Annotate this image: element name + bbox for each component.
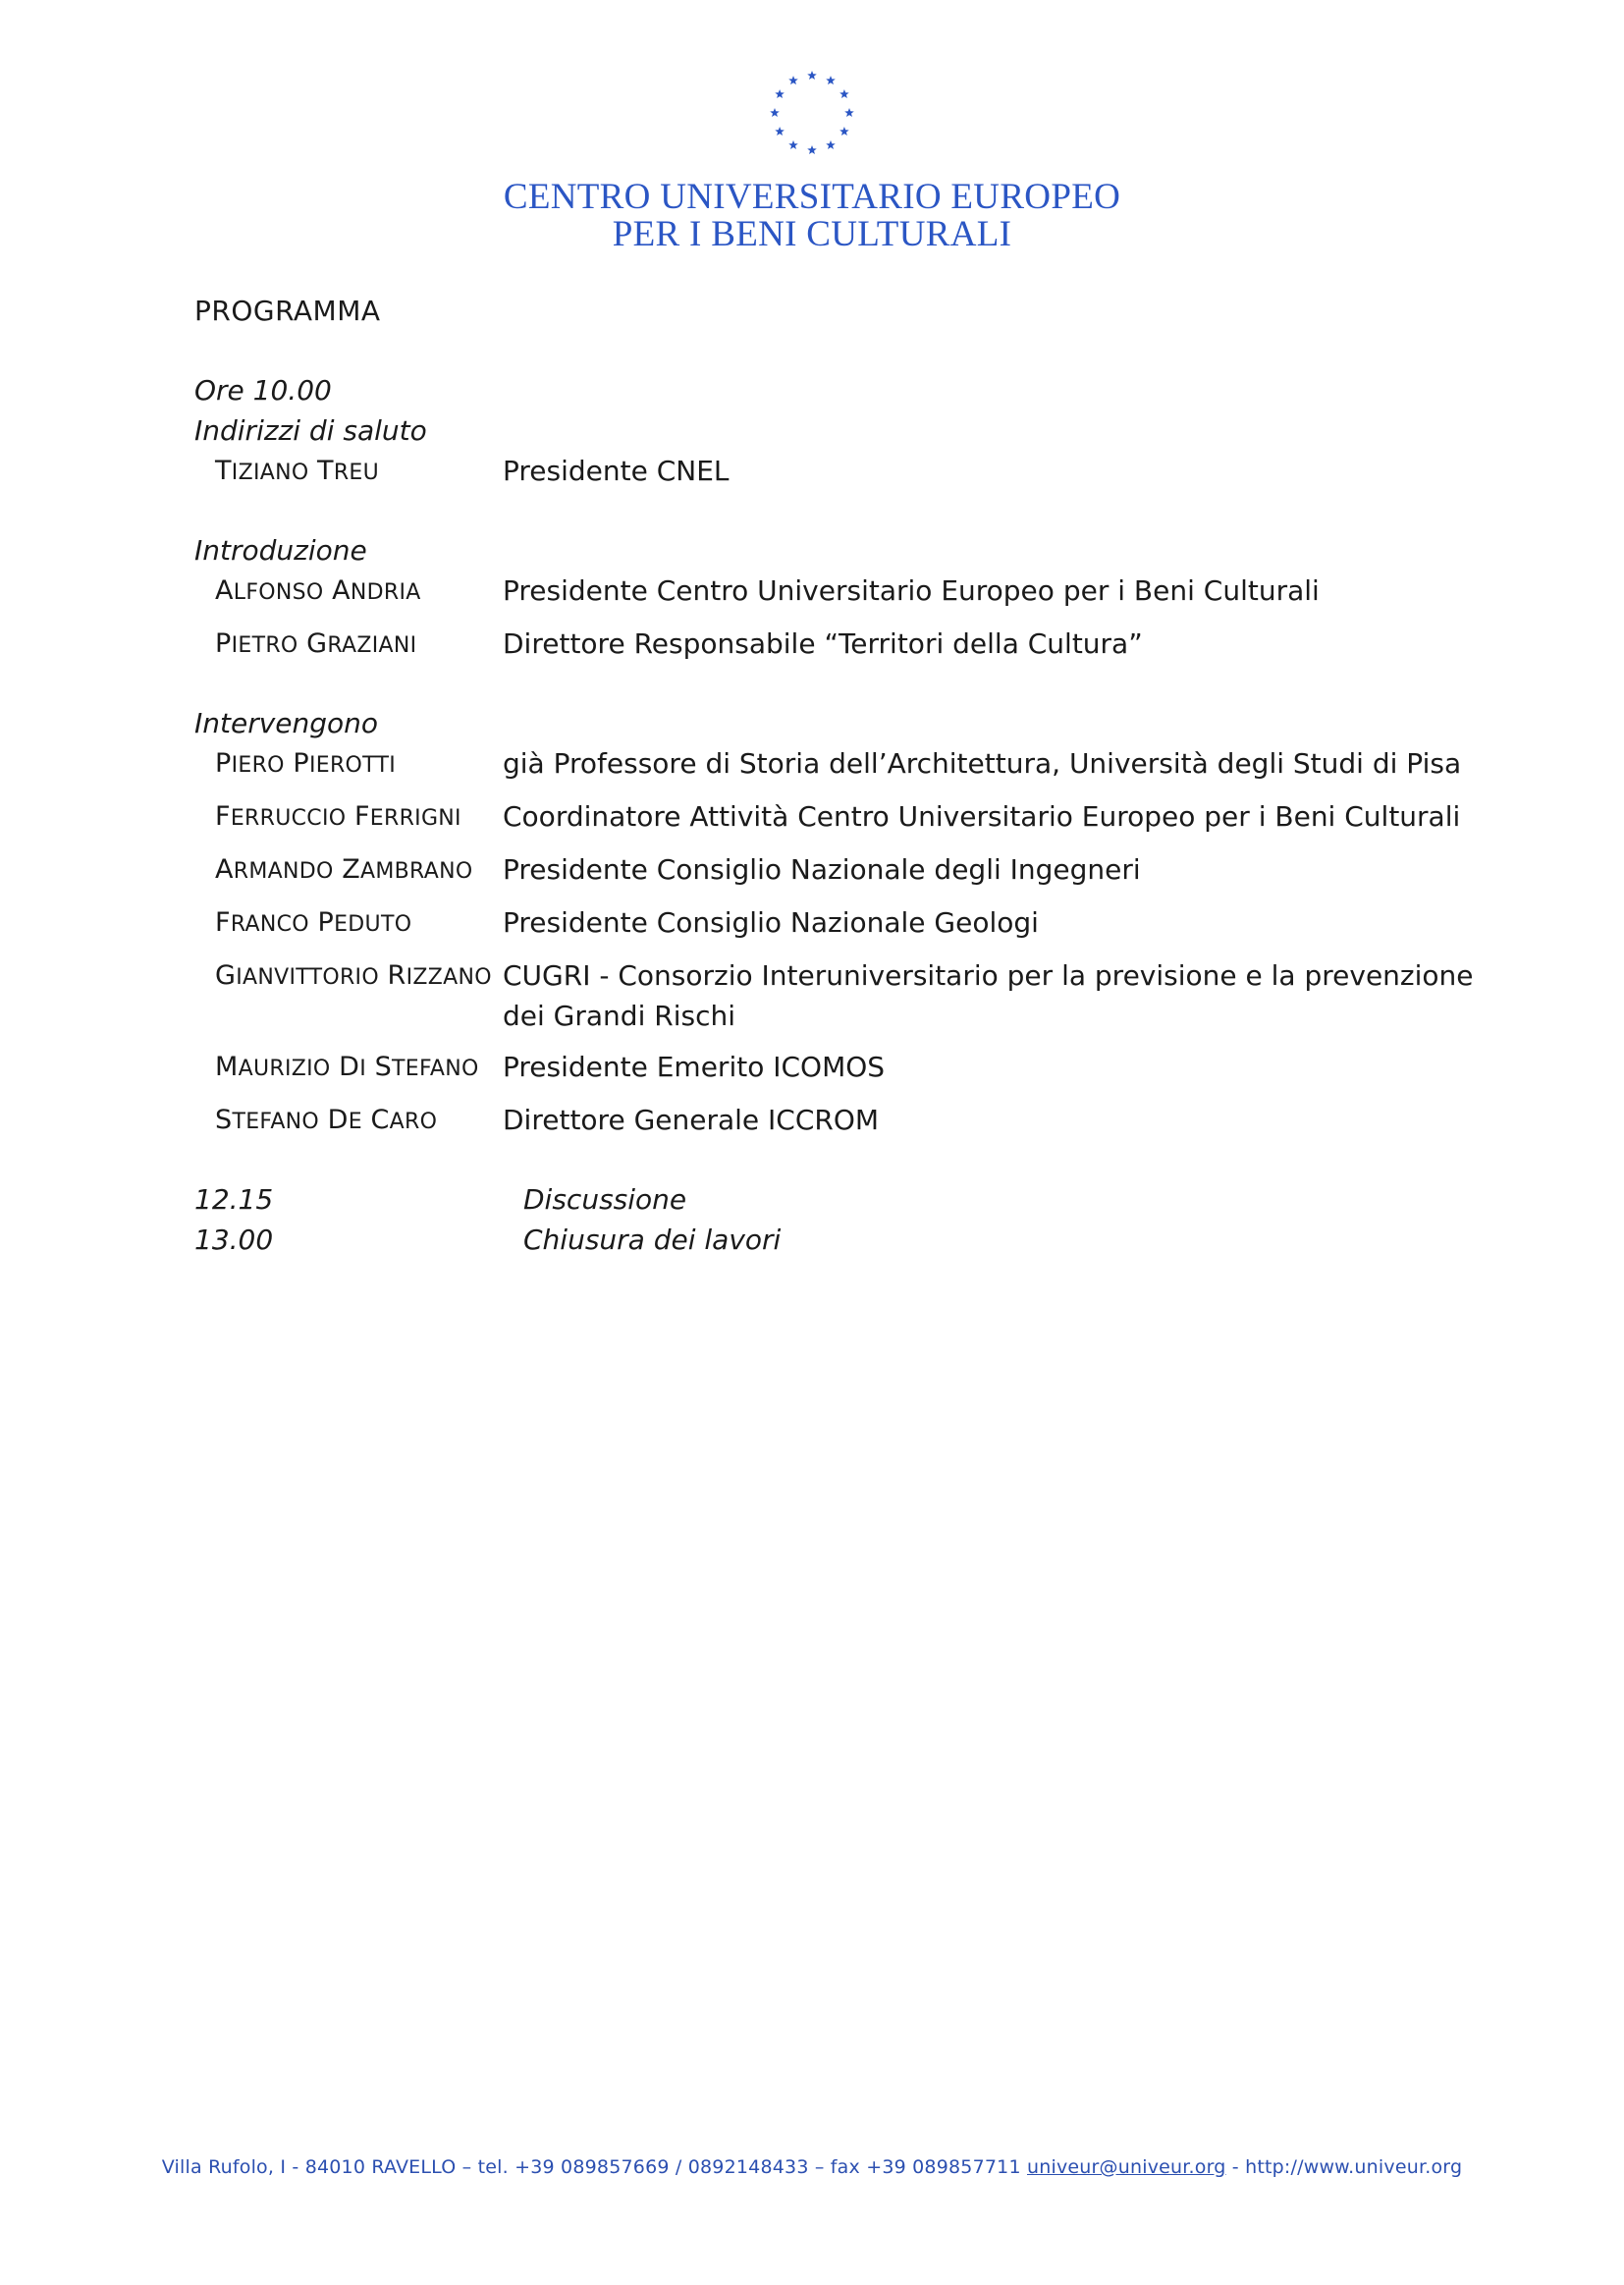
website-text[interactable]: http://www.univeur.org [1245, 2156, 1463, 2178]
star-icon [775, 127, 785, 136]
speaker-row [194, 1047, 1490, 1089]
speaker-name: FRANCO PEDUTO [215, 907, 412, 938]
speaker-role: Presidente Consiglio Nazionale Geologi [503, 906, 1039, 939]
org-name-line1: CENTRO UNIVERSITARIO EUROPEO [503, 177, 1121, 217]
speaker-role: Presidente Consiglio Nazionale degli Ingegneri [503, 853, 1141, 886]
introduction-section [194, 530, 1490, 666]
eu-star-circle-icon [768, 69, 856, 157]
talks-section [194, 703, 1490, 1142]
star-icon [839, 89, 849, 98]
speaker-role: CUGRI - Consorzio Interuniversitario per la previsione e la prevenzione dei Grandi Rischi [503, 959, 1474, 1032]
speaker-name: MAURIZIO DI STEFANO [215, 1052, 479, 1082]
speaker-role: già Professore di Storia dell’Architettura, Università degli Studi di Pisa [503, 747, 1462, 780]
star-icon [826, 140, 836, 149]
closing-section [194, 1179, 1490, 1260]
speaker-role: Direttore Generale ICCROM [503, 1104, 880, 1136]
program-body [194, 295, 1490, 1260]
star-icon [826, 76, 836, 84]
schedule-time: 13.00 [194, 1224, 274, 1256]
speaker-row [194, 796, 1490, 839]
speaker-row [194, 624, 1490, 666]
schedule-label: Chiusura dei lavori [523, 1224, 782, 1256]
speaker-row [194, 743, 1490, 786]
letterhead [0, 69, 1624, 253]
speaker-name: FERRUCCIO FERRIGNI [215, 801, 461, 832]
speaker-role: Coordinatore Attività Centro Universitario Europeo per i Beni Culturali [503, 800, 1461, 833]
speaker-name: PIETRO GRAZIANI [215, 628, 417, 659]
speaker-name: TIZIANO TREU [215, 456, 380, 486]
talks-heading: Intervengono [194, 707, 379, 739]
introduction-heading: Introduzione [194, 534, 367, 567]
footer-address: Villa Rufolo, I - 84010 RAVELLO – tel. +39 089857669 / 0892148433 – fax +39 089857711 [161, 2156, 1027, 2178]
speaker-row [194, 902, 1490, 945]
speaker-row [194, 849, 1490, 892]
speaker-role: Presidente Centro Universitario Europeo per i Beni Culturali [503, 574, 1320, 607]
speaker-role: Presidente CNEL [503, 455, 730, 487]
speaker-name: STEFANO DE CARO [215, 1105, 438, 1135]
opening-section [194, 370, 1490, 493]
opening-time: Ore 10.00 [194, 374, 332, 407]
speaker-name: GIANVITTORIO RIZZANO [215, 960, 492, 991]
star-icon [775, 89, 785, 98]
footer [0, 2156, 1624, 2178]
organization-name [0, 179, 1624, 253]
schedule-row [194, 1179, 1490, 1220]
speaker-name: PIERO PIEROTTI [215, 748, 397, 779]
speaker-row [194, 571, 1490, 613]
email-link[interactable]: univeur@univeur.org [1026, 2156, 1226, 2178]
star-icon [839, 127, 849, 136]
speaker-role: Direttore Responsabile “Territori della Cultura” [503, 627, 1143, 660]
star-icon [807, 145, 817, 154]
star-icon [844, 108, 854, 117]
speaker-name: ARMANDO ZAMBRANO [215, 854, 473, 885]
star-icon [807, 71, 817, 80]
speaker-role: Presidente Emerito ICOMOS [503, 1051, 886, 1083]
opening-heading: Indirizzi di saluto [194, 414, 427, 447]
schedule-row [194, 1220, 1490, 1260]
footer-separator: - [1225, 2156, 1246, 2178]
org-name-line2: PER I BENI CULTURALI [612, 214, 1012, 254]
schedule-time: 12.15 [194, 1183, 274, 1216]
schedule-label: Discussione [523, 1183, 687, 1216]
speaker-row [194, 1100, 1490, 1142]
star-icon [770, 108, 780, 117]
star-icon [788, 76, 798, 84]
program-title: PROGRAMMA [194, 295, 381, 327]
speaker-row [194, 451, 1490, 493]
speaker-name: ALFONSO ANDRIA [215, 575, 421, 606]
star-icon [788, 140, 798, 149]
speaker-row [194, 955, 1490, 1036]
